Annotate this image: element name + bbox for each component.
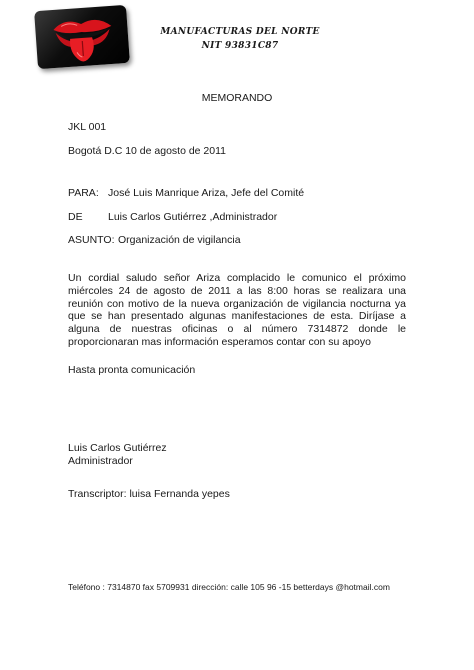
- para-value: José Luis Manrique Ariza, Jefe del Comité: [108, 187, 305, 199]
- para-label: PARA:: [68, 187, 99, 199]
- memo-body: Un cordial saludo señor Ariza complacido le comunico el próximo miércoles 24 de agosto de 2011 a las 8:00 horas se realizara una reunión con motivo de la nueva organización de vigilancia nocturna ya que se han presentado algunas manifestaciones de esta. Diríjase a alguna de nuestras oficinas o al número 7314872 donde le proporcionaran mas información esperamos contar con su apoyo: [68, 272, 406, 348]
- de-value: Luis Carlos Gutiérrez ,Administrador: [108, 211, 278, 223]
- tongue-lips-icon: [34, 5, 130, 69]
- footer-contact: Teléfono : 7314870 fax 5709931 dirección: calle 105 96 -15 betterdays @hotmail.com: [68, 582, 390, 592]
- memo-code: JKL 001: [68, 121, 107, 133]
- memo-title: MEMORANDO: [201, 92, 273, 104]
- transcriptor: Transcriptor: luisa Fernanda yepes: [68, 488, 230, 500]
- signature-name: Luis Carlos Gutiérrez: [68, 442, 167, 454]
- signature-role: Administrador: [68, 455, 133, 467]
- closing-line: Hasta pronta comunicación: [68, 364, 196, 376]
- asunto-label: ASUNTO:: [68, 234, 115, 246]
- company-name: MANUFACTURAS DEL NORTE: [160, 27, 320, 37]
- memo-date: Bogotá D.C 10 de agosto de 2011: [68, 145, 227, 157]
- asunto-value: Organización de vigilancia: [118, 234, 241, 246]
- company-nit: NIT 93831C87: [201, 41, 279, 51]
- company-logo: [34, 5, 130, 69]
- de-label: DE: [68, 211, 83, 223]
